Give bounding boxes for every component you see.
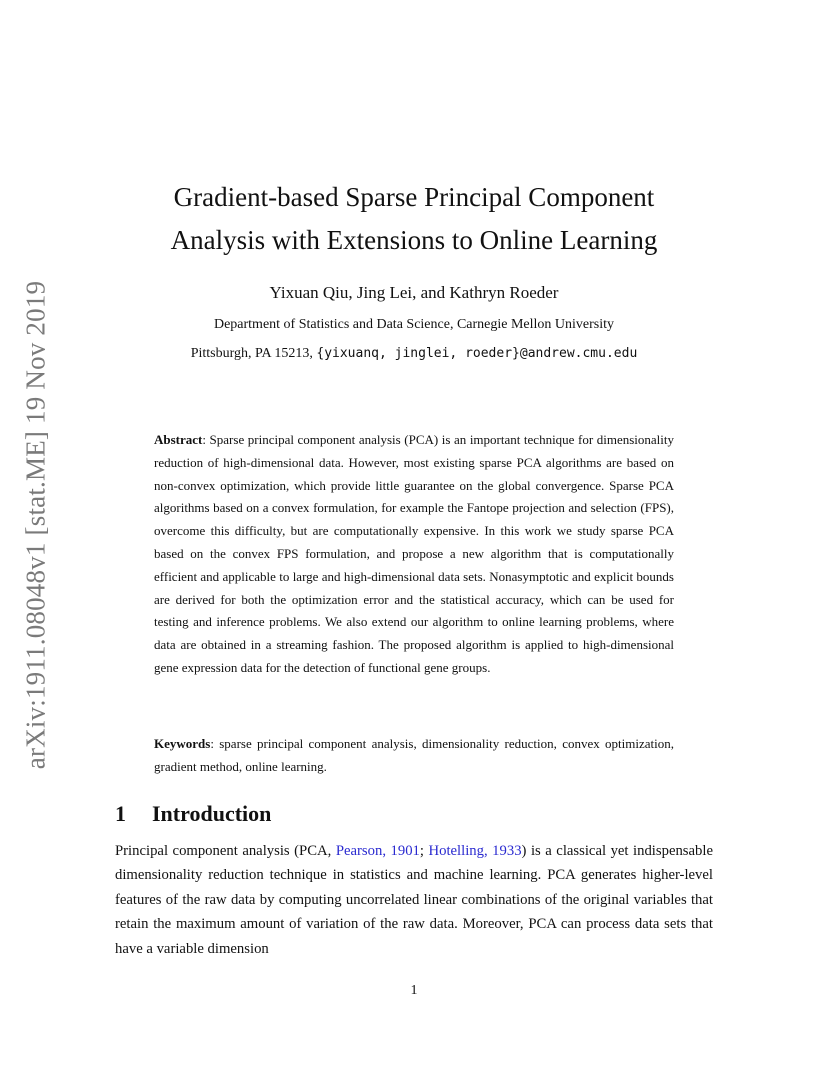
abstract-label: Abstract — [154, 432, 203, 447]
author-list: Yixuan Qiu, Jing Lei, and Kathryn Roeder — [269, 283, 559, 302]
keywords-label: Keywords — [154, 736, 211, 751]
section-heading — [115, 801, 271, 827]
section-title: Introduction — [152, 801, 272, 826]
abstract — [154, 429, 674, 680]
intro-text-1: Principal component analysis (PCA, — [115, 843, 336, 859]
introduction-paragraph — [115, 839, 713, 961]
section-number: 1 — [115, 801, 126, 826]
title-line-2: Analysis with Extensions to Online Learning — [170, 225, 658, 255]
intro-text-2: ; — [419, 843, 429, 859]
title-line-1: Gradient-based Sparse Principal Component — [173, 182, 655, 212]
affiliation: Department of Statistics and Data Science, Carnegie Mellon University — [213, 317, 615, 332]
paper-title — [100, 176, 728, 262]
citation-hotelling[interactable]: Hotelling, 1933 — [428, 843, 522, 859]
page-number: 1 — [410, 983, 418, 998]
author-address — [100, 346, 728, 362]
address-city: Pittsburgh, PA 15213, — [190, 346, 317, 361]
author-emails: {yixuanq, jinglei, roeder}@andrew.cmu.edu — [316, 346, 638, 361]
keywords — [154, 733, 674, 779]
arxiv-identifier-stamp: arXiv:1911.08048v1 [stat.ME] 19 Nov 2019 — [20, 280, 51, 770]
abstract-text: : Sparse principal component analysis (PCA) is an important technique for dimensionality reduction of high-dimensional data. However, most existing sparse PCA algorithms are based on non-convex optimization, which provide little guarantee on the global convergence. Sparse PCA algorithms based on a convex formulation, for example the Fantope projection and selection (FPS), overcome this difficulty, but are computationally expensive. In this work we study sparse PCA based on the convex FPS formulation, and propose a new algorithm that is computationally efficient and applicable to large and high-dimensional data sets. Nonasymptotic and explicit bounds are derived for both the optimization error and the statistical accuracy, which can be used for testing and inference problems. We also extend our algorithm to online learning problems, where data are obtained in a streaming fashion. The proposed algorithm is applied to high-dimensional gene expression data for the detection of functional gene groups. — [154, 432, 674, 675]
citation-pearson[interactable]: Pearson, 1901 — [335, 843, 420, 859]
intro-text-3: ) is a classical yet indispensable dimensionality reduction technique in statistics and machine learning. PCA generates higher-level features of the raw data by computing uncorrelated linear combinations of the original variables that retain the maximum amount of variation of the raw data. Moreover, PCA can process data sets that have a variable dimension — [115, 843, 713, 957]
keywords-text: : sparse principal component analysis, dimensionality reduction, convex optimization, gradient method, online learning. — [154, 736, 674, 774]
